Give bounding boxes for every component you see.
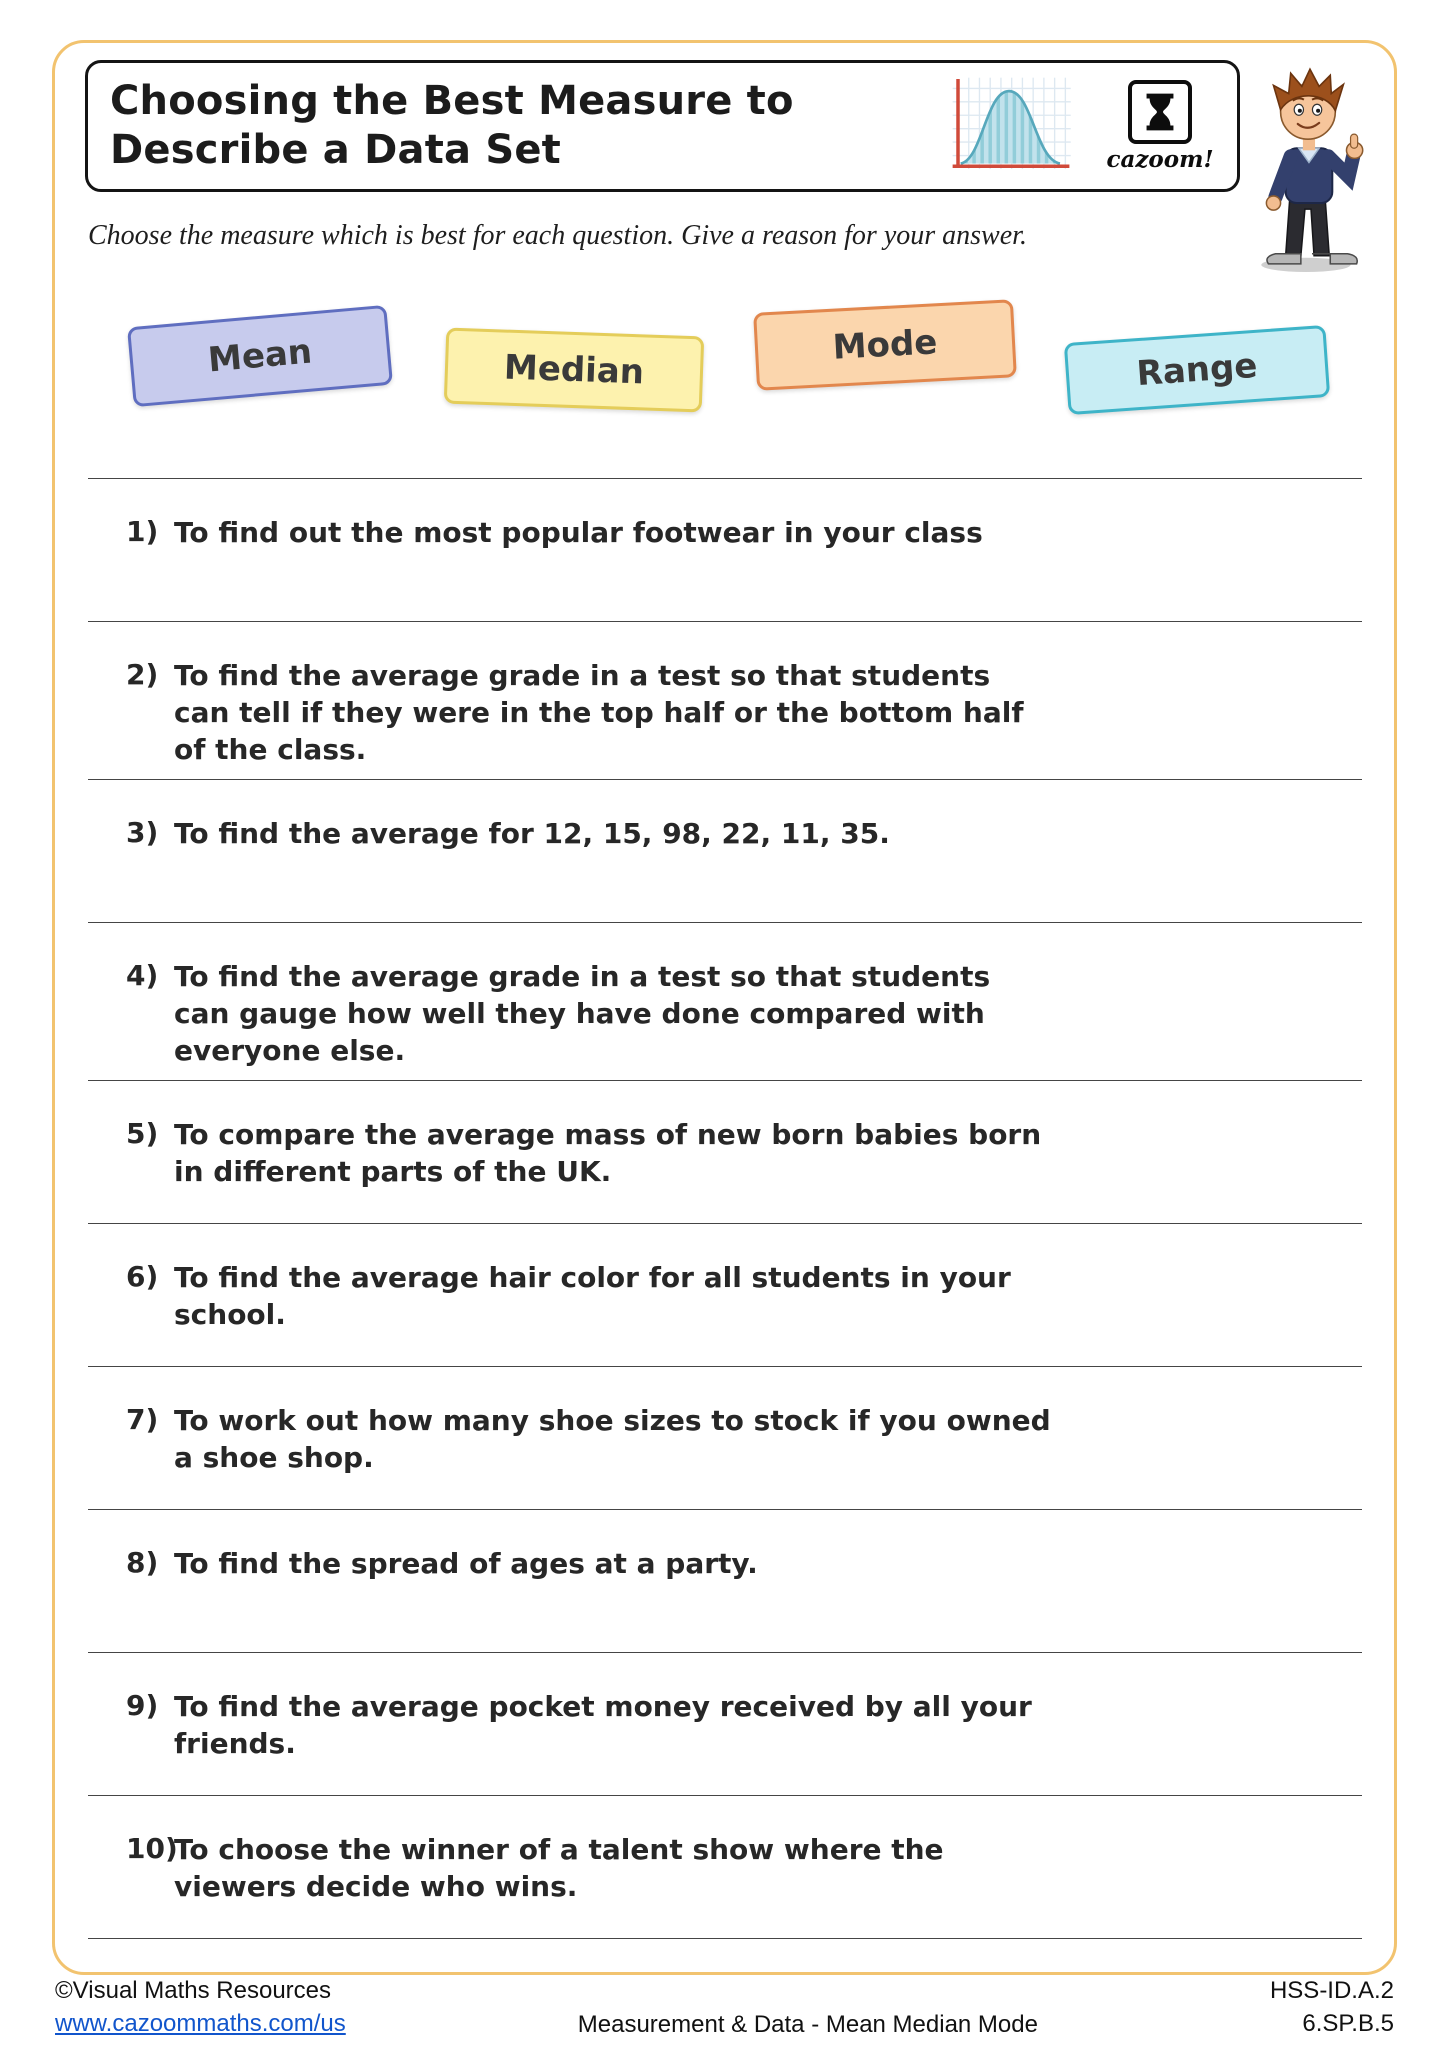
questions-end-line (88, 1938, 1362, 1939)
question-number: 3) (126, 815, 159, 849)
measure-label-text: Mode (831, 322, 939, 368)
question-number: 6) (126, 1259, 159, 1293)
question-text: To find the average grade in a test so that students can tell if they were in the top half or the bottom half of the class. (174, 659, 1024, 766)
question-number: 9) (126, 1688, 159, 1722)
cazoom-logo (1105, 80, 1215, 173)
question-row (88, 478, 1362, 621)
hourglass-icon (1138, 88, 1182, 136)
footer-topic-text: Measurement & Data - Mean Median Mode (577, 2011, 1038, 2038)
measure-label (444, 328, 704, 413)
question-text: To find the average for 12, 15, 98, 22, 11, 35. (174, 816, 890, 850)
page-title-line2: Describe a Data Set (110, 127, 561, 173)
standard-code-2: 6.SP.B.5 (1302, 2009, 1394, 2037)
question-row (88, 922, 1362, 1080)
question-text: To compare the average mass of new born babies born in different parts of the UK. (174, 1117, 1042, 1188)
standard-code-1: HSS-ID.A.2 (1269, 1977, 1394, 2005)
measure-label-text: Mean (206, 331, 314, 381)
question-row (88, 1223, 1362, 1366)
questions-list (88, 478, 1362, 1939)
question-row (88, 1795, 1362, 1938)
cazoom-logo-frame (1128, 80, 1192, 144)
question-text: To find the average pocket money received by all your friends. (174, 1689, 1032, 1760)
instruction-text: Choose the measure which is best for each question. Give a reason for your answer. (88, 220, 1027, 251)
histogram-icon (939, 75, 1079, 177)
footer-standards (1270, 1975, 1394, 2040)
page-title-line1: Choosing the Best Measure to (110, 78, 794, 125)
measure-label-text: Range (1135, 345, 1259, 395)
measure-label (753, 299, 1017, 391)
footer (55, 1975, 1394, 2040)
question-row (88, 621, 1362, 779)
question-row (88, 779, 1362, 922)
question-row (88, 1366, 1362, 1509)
question-number: 5) (126, 1116, 159, 1150)
measure-label-text: Median (503, 347, 645, 393)
question-number: 7) (126, 1402, 159, 1436)
worksheet-header (85, 60, 1240, 192)
question-text: To find the average grade in a test so that students can gauge how well they have done compared with everyone else. (174, 959, 991, 1067)
question-number: 10) (126, 1831, 178, 1865)
question-number: 2) (126, 658, 159, 691)
page-title (110, 77, 913, 175)
question-text: To find out the most popular footwear in your class (174, 516, 983, 549)
question-number: 1) (126, 515, 159, 548)
question-row (88, 1509, 1362, 1652)
cazoom-logo-text: cazoom! (1106, 145, 1214, 173)
question-number: 8) (126, 1545, 159, 1579)
copyright-text: ©Visual Maths Resources (55, 1977, 332, 2005)
footer-website-link[interactable]: www.cazoommaths.com/us (55, 2009, 346, 2037)
question-row (88, 1080, 1362, 1223)
question-row (88, 1652, 1362, 1795)
boy-mascot (1243, 55, 1379, 273)
question-text: To choose the winner of a talent show where the viewers decide who wins. (174, 1832, 944, 1903)
question-text: To find the average hair color for all students in your school. (174, 1260, 1011, 1331)
question-text: To work out how many shoe sizes to stock if you owned a shoe shop. (174, 1403, 1051, 1474)
question-text: To find the spread of ages at a party. (174, 1546, 758, 1580)
footer-left (55, 1975, 346, 2040)
question-number: 4) (126, 958, 159, 992)
